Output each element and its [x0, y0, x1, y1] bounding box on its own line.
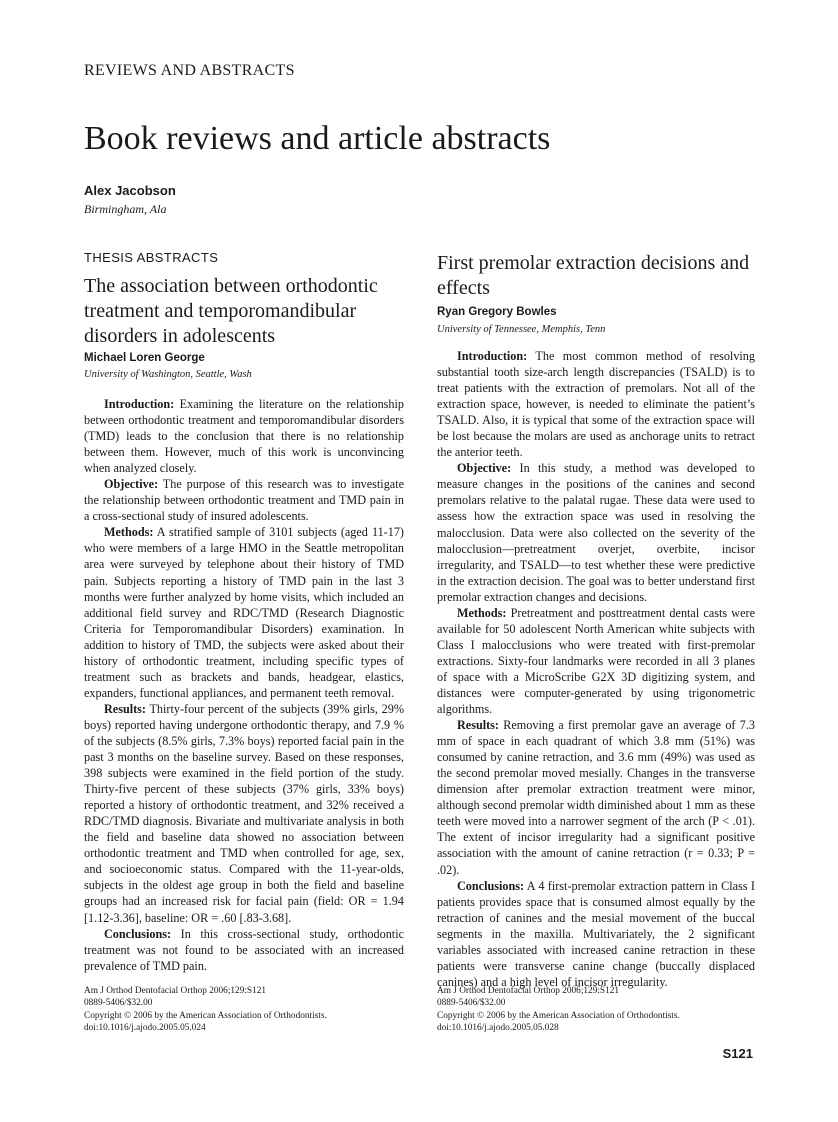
editor-location: Birmingham, Ala — [84, 202, 167, 216]
paragraph-label: Methods: — [104, 525, 154, 540]
paragraph-text: Thirty-four percent of the subjects (39% girls, 29% boys) reported having undergone orthodontic therapy, and 7.9 % of the subjects (8.5% girls, 7.3% boys) reported facial pain in the past 3 months on the baseline survey. Based on these responses, 398 subjects were examined in the field portion of the study. Thirty-five percent of these subjects (37% girls, 33% boys) reported a history of orthodontic treatment, and 32% received a RDC/TMD diagnosis. Bivariate and multivariate analysis in both the field and baseline data showed no association between orthodontic treatment and TMD when controlled for age, sex, and socioeconomic status. Compared with the 11-year-olds, subjects in the oldest age group in both the field and baseline groups had an increased risk for facial pain (field: OR = 1.94 [1.12-3.36], baseline: OR = .60 [.83-3.68]. — [84, 701, 404, 925]
paragraph-label: Objective: — [457, 461, 512, 476]
paragraph-text: A 4 first-premolar extraction pattern in Class I patients provides space that is consumed almost equally by the retraction of canines and the mesial movement of the buccal segments in the maxilla. Multivariately, the 2 significant variables associated with increased canine retraction in these patients were transverse canine change (buccally displaced canines) and a high level of incisor irregularity. — [437, 878, 755, 989]
paragraph-text: Pretreatment and posttreatment dental casts were available for 50 adolescent North American white subjects with Class I malocclusions who were treated with first-premolar extractions. Sixty-four landmarks were recorded in all 3 planes of space with a MicroScribe G2X 3D digitizing system, and distances were computer-generated by using trigonometric algorithms. — [437, 605, 755, 717]
citation-doi: doi:10.1016/j.ajodo.2005.05.024 — [84, 1023, 206, 1034]
paragraph-label: Objective: — [104, 477, 159, 492]
citation-journal: Am J Orthod Dentofacial Orthop 2006;129:S121 — [84, 986, 267, 996]
editor-name: Alex Jacobson — [84, 183, 176, 198]
paragraph-label: Methods: — [457, 605, 507, 620]
citation-copyright: Copyright © 2006 by the American Association of Orthodontists. — [437, 1010, 680, 1021]
citation-copyright: Copyright © 2006 by the American Association of Orthodontists. — [84, 1010, 327, 1021]
right-author: Ryan Gregory Bowles — [437, 306, 557, 318]
paragraph-label: Conclusions: — [104, 926, 172, 941]
right-abstract-body — [437, 348, 755, 990]
right-paragraph-objective — [437, 460, 755, 604]
paragraph-text: The most common method of resolving substantial tooth size-arch length discrepancies (TSALD) is to treat patients with the extraction of premolars. Not all of the extraction space, however, is needed to eliminate the patient’s TSALD. Also, it is typical that some of the extraction space will be lost because the molars are used as anchorage units to retract the anterior teeth. — [437, 349, 755, 460]
paragraph-label: Conclusions: — [457, 878, 525, 893]
right-affiliation: University of Tennessee, Memphis, Tenn — [437, 324, 606, 335]
citation-issn: 0889-5406/$32.00 — [437, 998, 506, 1009]
left-paragraph-results — [84, 701, 404, 926]
left-affiliation: University of Washington, Seattle, Wash — [84, 369, 252, 380]
page-number: S121 — [722, 1046, 753, 1061]
paragraph-label: Introduction: — [457, 349, 528, 363]
left-citation — [84, 985, 327, 1035]
paragraph-label: Introduction: — [104, 397, 175, 411]
citation-journal: Am J Orthod Dentofacial Orthop 2006;129:S121 — [437, 986, 620, 996]
left-abstract-body — [84, 396, 404, 974]
right-paragraph-results — [437, 717, 755, 877]
left-paragraph-conclusions — [84, 926, 404, 974]
right-paragraph-conclusions — [437, 878, 755, 990]
left-paragraph-objective — [84, 476, 404, 524]
paragraph-text: Examining the literature on the relationship between orthodontic treatment and temporomandibular disorders (TMD) leads to the conclusion that there is no relationship between them. However, much of this work is unconvincing when analyzed closely. — [84, 397, 404, 476]
right-paragraph-methods — [437, 605, 755, 717]
paragraph-text: In this study, a method was developed to measure changes in the positions of the canines and second premolars relative to the palatal rugae. These data were used to assess how the extraction space was used in resolving the malocclusion. Data were also collected on the severity of the malocclusion—pretreatment overjet, overbite, incisor irregularity, and TSALD—to test whether these were predictive in the extraction decision. The goal was to better understand first premolar extraction changes and decisions. — [437, 461, 755, 604]
right-article-title: First premolar extraction decisions and effects — [437, 252, 750, 299]
citation-issn: 0889-5406/$32.00 — [84, 998, 153, 1009]
right-paragraph-introduction — [437, 348, 755, 460]
section-label: REVIEWS AND ABSTRACTS — [84, 62, 295, 79]
paragraph-text: Removing a first premolar gave an average of 7.3 mm of space in each quadrant of which 3.8 mm (51%) was consumed by canine retraction, and 3.6 mm (49%) was used as the second premolar moved mesially. Changes in the transverse dimension after premolar extraction treatment were minor, although second premolar width diminished about 1 mm as these teeth were moved into a narrower segment of the arch (P < .01). The extent of incisor irregularity had a significant positive association with the amount of canine retraction (r = 0.33; P = .02). — [437, 718, 755, 877]
paragraph-text: In this cross-sectional study, orthodontic treatment was not found to be associated with an increased prevalence of TMD pain. — [84, 926, 404, 973]
page-title: Book reviews and article abstracts — [84, 120, 551, 157]
left-author: Michael Loren George — [84, 352, 205, 364]
citation-doi: doi:10.1016/j.ajodo.2005.05.028 — [437, 1023, 559, 1034]
right-citation — [437, 985, 680, 1035]
paragraph-label: Results: — [457, 718, 499, 733]
paragraph-text: A stratified sample of 3101 subjects (aged 11-17) who were members of a large HMO in the Seattle metropolitan area were surveyed by telephone about their history of TMD pain. Subjects reporting a history of TMD pain in the last 3 months were further analyzed by home visits, which included an additional field survey and RDC/TMD (Research Diagnostic Criteria for Temporomandibular Disorders) examination. In addition to history of TMD, the subjects were asked about their history of orthodontic treatment, including specific types of treatment such as brackets and bands, headgear, elastics, expanders, functional appliances, and permanent teeth removal. — [84, 525, 404, 700]
paragraph-text: The purpose of this research was to investigate the relationship between orthodontic treatment and TMD pain in a cross-sectional study of insured adolescents. — [84, 477, 404, 524]
thesis-section-heading: THESIS ABSTRACTS — [84, 250, 219, 265]
paragraph-label: Results: — [104, 701, 146, 716]
left-article-title: The association between orthodontic treatment and temporomandibular disorders in adolescents — [84, 275, 378, 347]
left-paragraph-introduction — [84, 396, 404, 476]
left-paragraph-methods — [84, 524, 404, 701]
